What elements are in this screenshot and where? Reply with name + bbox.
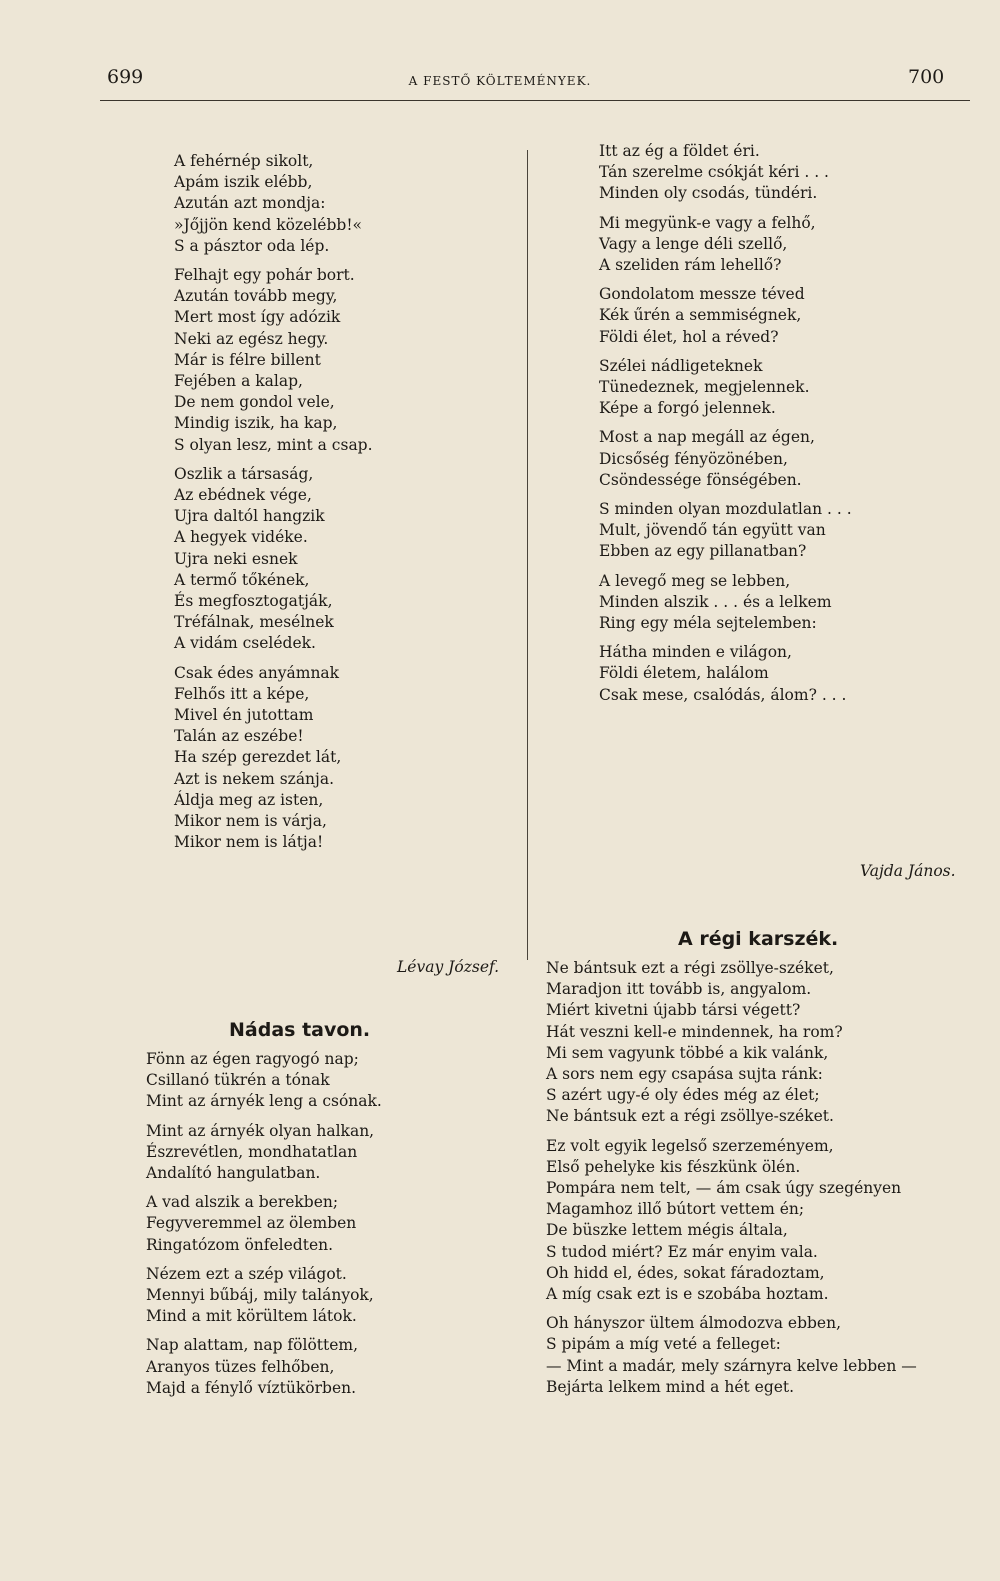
poem-line: Felhős itt a képe, <box>174 684 310 703</box>
poem-line: Hát veszni kell-e mindennek, ha rom? <box>546 1022 843 1041</box>
poem-line: Itt az ég a földet éri. <box>599 142 760 160</box>
stanza <box>599 427 852 491</box>
poem-line: Majd a fénylő víztükörben. <box>146 1378 357 1397</box>
stanza <box>546 958 917 1128</box>
page-number-right: 700 <box>908 66 945 88</box>
poem-line: Mennyi bűbáj, mily talányok, <box>146 1286 374 1305</box>
poem-line: Azután tovább megy, <box>174 287 338 306</box>
poem-line: Mivel én jutottam <box>174 706 314 725</box>
poem-line: Már is félre billent <box>174 350 321 369</box>
poem-line: Képe a forgó jelennek. <box>599 399 776 418</box>
poem-line: S tudod miért? Ez már enyim vala. <box>546 1242 818 1261</box>
poem-line: Bejárta lelkem mind a hét eget. <box>546 1377 795 1396</box>
poem-line: Mi megyünk-e vagy a felhő, <box>599 213 816 232</box>
poem-line: Nap alattam, nap fölöttem, <box>146 1336 359 1355</box>
poem-line: Vagy a lenge déli szellő, <box>599 234 788 253</box>
poem-nadas-tavon <box>146 1049 382 1407</box>
poem-line: Fegyveremmel az ölemben <box>146 1214 357 1233</box>
poem-line: Földi élet, hol a réved? <box>599 327 779 346</box>
poem-line: Mind a mit körültem látok. <box>146 1307 357 1326</box>
poem-line: Oh hidd el, édes, sokat fáradoztam, <box>546 1263 825 1282</box>
poem-line: Ujra daltól hangzik <box>174 507 325 526</box>
poem-line: Azt is nekem szánja. <box>174 769 335 788</box>
poem-line: Észrevétlen, mondhatatlan <box>146 1142 358 1161</box>
poem-line: Fejében a kalap, <box>174 372 303 391</box>
poem-line: Aranyos tüzes felhőben, <box>146 1357 335 1376</box>
poem-line: Felhajt egy pohár bort. <box>174 266 355 285</box>
poem-line: Mindig iszik, ha kap, <box>174 414 338 433</box>
poem-line: A hegyek vidéke. <box>174 528 308 547</box>
stanza <box>599 141 852 205</box>
poem-line: Ha szép gerezdet lát, <box>174 748 342 767</box>
author-vajda: Vajda János. <box>860 862 956 880</box>
poem-line: Nézem ezt a szép világot. <box>146 1264 347 1283</box>
poem-line: Apám iszik elébb, <box>174 173 313 192</box>
poem-line: És megfosztogatják, <box>174 592 333 611</box>
poem-title-regi-karszek: A régi karszék. <box>678 928 839 950</box>
poem-line: Ne bántsuk ezt a régi zsöllye-széket. <box>546 1107 834 1126</box>
stanza <box>546 1313 917 1398</box>
poem-line: Mikor nem is várja, <box>174 812 327 831</box>
poem-line: »Jőjjön kend közelébb!« <box>174 215 363 234</box>
poem-line: Gondolatom messze téved <box>599 285 805 304</box>
poem-line: Csak mese, csalódás, álom? . . . <box>599 685 847 704</box>
poem-line: A vad alszik a berekben; <box>146 1193 339 1212</box>
poem-line: Ringatózom önfeledten. <box>146 1235 334 1254</box>
stanza <box>599 571 852 635</box>
poem-line: A levegő meg se lebben, <box>599 571 791 590</box>
poem-line: De nem gondol vele, <box>174 393 335 412</box>
stanza <box>174 151 373 257</box>
right-poem-continued <box>599 141 852 714</box>
poem-line: A sors nem egy csapása sujta ránk: <box>546 1065 823 1084</box>
stanza <box>174 464 373 655</box>
stanza <box>599 499 852 563</box>
poem-line: Most a nap megáll az égen, <box>599 428 815 447</box>
running-title: A FESTŐ KÖLTEMÉNYEK. <box>408 74 592 88</box>
poem-line: Kék űrén a semmiségnek, <box>599 306 802 325</box>
stanza <box>146 1049 382 1113</box>
poem-title-nadas-tavon: Nádas tavon. <box>229 1019 371 1041</box>
stanza <box>546 1136 917 1306</box>
poem-line: A szeliden rám lehellő? <box>599 256 782 275</box>
poem-line: S a pásztor oda lép. <box>174 236 330 255</box>
poem-line: Magamhoz illő bútort vettem én; <box>546 1200 805 1219</box>
poem-line: Mi sem vagyunk többé a kik valánk, <box>546 1043 829 1062</box>
poem-line: Csak édes anyámnak <box>174 663 340 682</box>
poem-line: Mert most így adózik <box>174 308 341 327</box>
stanza <box>599 356 852 420</box>
poem-line: Hátha minden e világon, <box>599 643 792 662</box>
poem-line: Ujra neki esnek <box>174 549 298 568</box>
poem-line: S olyan lesz, mint a csap. <box>174 435 373 454</box>
stanza <box>146 1121 382 1185</box>
poem-line: Szélei nádligeteknek <box>599 356 763 375</box>
poem-line: S pipám a míg veté a felleget: <box>546 1335 781 1354</box>
poem-line: Andalító hangulatban. <box>146 1164 321 1183</box>
poem-line: Neki az egész hegy. <box>174 329 329 348</box>
poem-line: Az ebédnek vége, <box>174 486 312 505</box>
poem-line: Mult, jövendő tán együtt van <box>599 521 826 540</box>
poem-line: A termő tőkének, <box>174 570 310 589</box>
poem-line: A fehérnép sikolt, <box>174 152 314 170</box>
stanza <box>174 265 373 456</box>
poem-line: Ne bántsuk ezt a régi zsöllye-széket, <box>546 959 834 977</box>
stanza <box>174 663 373 854</box>
poem-line: Mint az árnyék olyan halkan, <box>146 1121 375 1140</box>
left-poem-continued <box>174 151 373 862</box>
poem-line: Fönn az égen ragyogó nap; <box>146 1050 359 1068</box>
header-rule <box>100 100 970 101</box>
poem-line: Áldja meg az isten, <box>174 790 324 809</box>
poem-line: Tán szerelme csókját kéri . . . <box>599 163 829 182</box>
poem-line: Ring egy méla sejtelemben: <box>599 614 817 633</box>
stanza <box>146 1192 382 1256</box>
stanza <box>599 284 852 348</box>
poem-line: Első pehelyke kis fészkünk ölén. <box>546 1157 801 1176</box>
poem-line: Földi életem, halálom <box>599 664 769 683</box>
poem-line: Oh hányszor ültem álmodozva ebben, <box>546 1314 842 1333</box>
poem-line: S minden olyan mozdulatlan . . . <box>599 500 852 519</box>
poem-line: Minden oly csodás, tündéri. <box>599 184 818 203</box>
stanza <box>599 213 852 277</box>
stanza <box>146 1335 382 1399</box>
poem-line: Azután azt mondja: <box>174 194 326 213</box>
poem-regi-karszek <box>546 958 917 1406</box>
column-divider <box>527 150 528 960</box>
poem-line: Csillanó tükrén a tónak <box>146 1071 330 1090</box>
poem-line: Csöndessége fönségében. <box>599 470 802 489</box>
poem-line: S azért ugy-é oly édes még az élet; <box>546 1086 820 1105</box>
poem-line: Minden alszik . . . és a lelkem <box>599 592 832 611</box>
poem-line: Miért kivetni újabb társi végett? <box>546 1001 801 1020</box>
stanza <box>599 642 852 706</box>
poem-line: Mint az árnyék leng a csónak. <box>146 1092 382 1111</box>
poem-line: De büszke lettem mégis általa, <box>546 1221 788 1240</box>
poem-line: Maradjon itt tovább is, angyalom. <box>546 980 812 999</box>
poem-line: Talán az eszébe! <box>174 727 304 746</box>
poem-line: Pompára nem telt, — ám csak úgy szegényen <box>546 1179 902 1198</box>
poem-line: A vidám cselédek. <box>174 634 316 653</box>
poem-line: Dicsőség fényözönében, <box>599 449 788 468</box>
poem-line: Mikor nem is látja! <box>174 833 324 852</box>
page-number-left: 699 <box>107 66 144 88</box>
author-levay: Lévay József. <box>397 958 500 976</box>
poem-line: Tünedeznek, megjelennek. <box>599 378 810 397</box>
poem-line: Ebben az egy pillanatban? <box>599 542 807 561</box>
poem-line: — Mint a madár, mely szárnyra kelve lebben — <box>546 1356 917 1375</box>
poem-line: A míg csak ezt is e szobába hoztam. <box>546 1285 829 1304</box>
stanza <box>146 1264 382 1328</box>
poem-line: Oszlik a társaság, <box>174 464 314 483</box>
poem-line: Tréfálnak, mesélnek <box>174 613 334 632</box>
poem-line: Ez volt egyik legelső szerzeményem, <box>546 1136 834 1155</box>
